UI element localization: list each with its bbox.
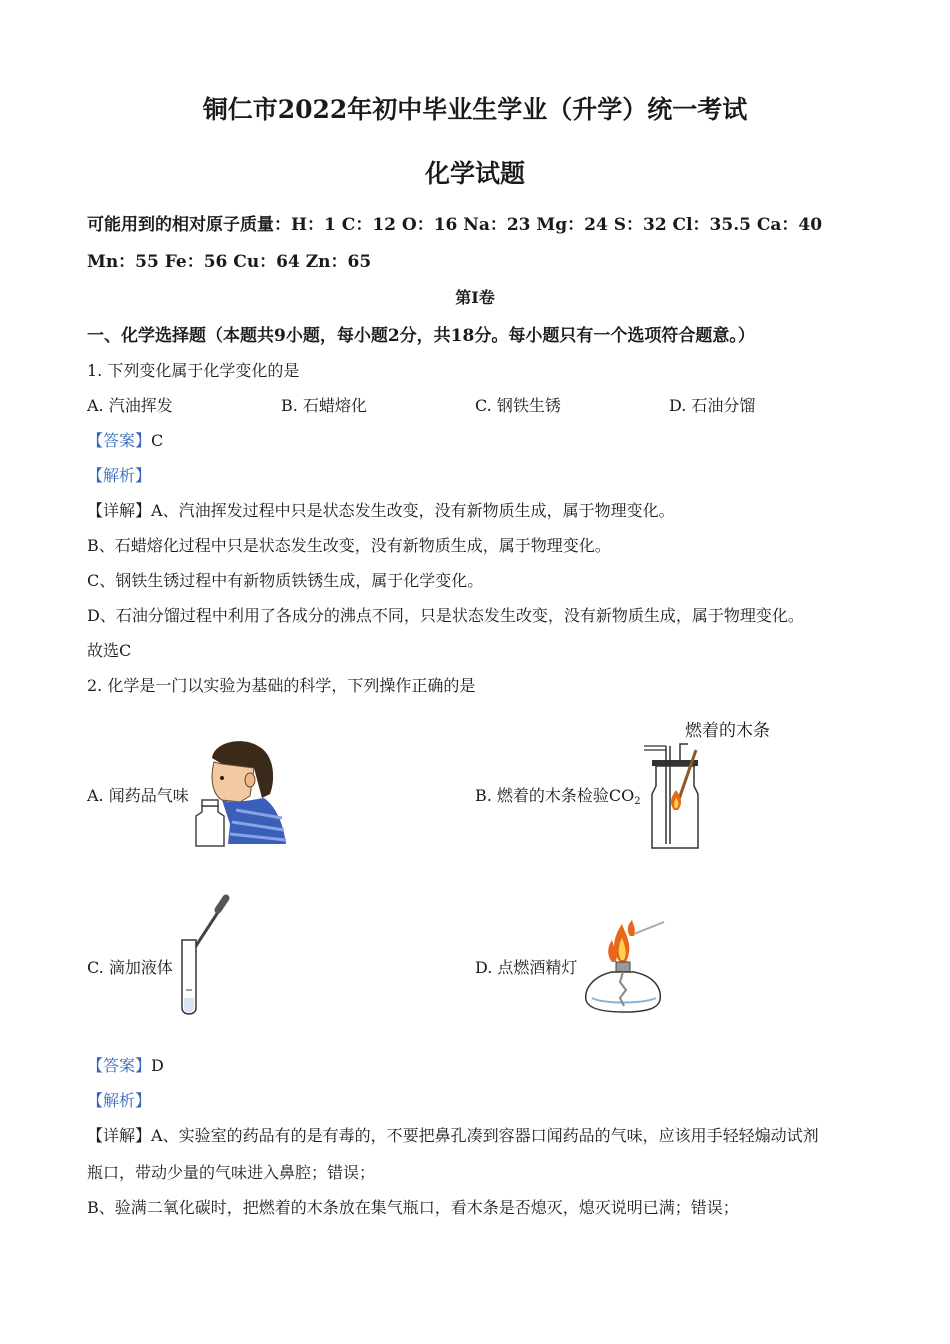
q2-option-b [475,783,641,807]
q1-answer-row [87,428,163,451]
q1-option-b: B. 石蜡熔化 [281,396,367,415]
q2-detail-a-line-1 [87,1123,819,1146]
q2-stem: 2. 化学是一门以实验为基础的科学，下列操作正确的是 [87,676,476,695]
q1-detail-b: B、石蜡熔化过程中只是状态发生改变，没有新物质生成，属于物理变化。 [87,536,611,555]
q1-detail-a-text: A、汽油挥发过程中只是状态发生改变，没有新物质生成，属于物理变化。 [151,501,675,520]
q1-conclusion: 故选C [87,641,132,660]
atomic-mass-line-1: 可能用到的相对原子质量：H：1 C：12 O：16 Na：23 Mg：24 S：32 Cl：35.5 Ca：40 [87,215,823,235]
q2-detail-a-text: A、实验室的药品有的是有毒的，不要把鼻孔凑到容器口闻药品的气味，应该用手轻轻煽动试剂 [151,1126,819,1145]
q2-option-b-subscript: 2 [634,796,641,807]
dropper-test-tube-figure [176,894,236,1018]
q1-detail-a [87,498,675,521]
q1-stem: 1. 下列变化属于化学变化的是 [87,361,300,380]
q2-answer-tag: 【答案】 [87,1056,152,1075]
q2-option-c: C. 滴加液体 [87,958,173,977]
figure-b-label: 燃着的木条 [685,721,770,741]
page-subtitle: 化学试题 [424,159,525,188]
gas-bottle-figure [640,738,710,853]
volume-label: 第I卷 [455,288,495,307]
q1-analysis-tag: 【解析】 [87,466,152,485]
q2-detail-b: B、验满二氧化碳时，把燃着的木条放在集气瓶口，看木条是否熄灭，熄灭说明已满；错误； [87,1198,739,1217]
atomic-mass-line-2: Mn：55 Fe：56 Cu：64 Zn：65 [87,252,372,272]
q1-option-c: C. 钢铁生锈 [475,396,561,415]
section-heading: 一、化学选择题（本题共9小题，每小题2分，共18分。每小题只有一个选项符合题意。） [87,326,755,346]
smelling-person-figure [192,738,288,848]
q1-detail-c: C、钢铁生锈过程中有新物质铁锈生成，属于化学变化。 [87,571,484,590]
q2-option-a: A. 闻药品气味 [87,786,189,805]
q2-answer-value: D [151,1056,164,1075]
q1-option-a: A. 汽油挥发 [87,396,173,415]
q1-answer-tag: 【答案】 [87,431,152,450]
q2-option-d: D. 点燃酒精灯 [475,958,578,977]
q2-detail-a-line-2: 瓶口，带动少量的气味进入鼻腔；错误； [87,1163,376,1182]
q2-detail-tag: 【详解】 [87,1126,152,1145]
page-title: 铜仁市2022年初中毕业生学业（升学）统一考试 [202,95,748,124]
q2-analysis-tag: 【解析】 [87,1091,152,1110]
q2-answer-row [87,1053,164,1076]
q1-answer-value: C [151,431,164,450]
q1-detail-d: D、石油分馏过程中利用了各成分的沸点不同，只是状态发生改变，没有新物质生成，属于物理变化。 [87,606,804,625]
q2-option-b-text: B. 燃着的木条检验CO [475,786,635,805]
q1-detail-tag: 【详解】 [87,501,152,520]
q1-option-d: D. 石油分馏 [669,396,756,415]
alcohol-lamp-figure [582,912,668,1014]
